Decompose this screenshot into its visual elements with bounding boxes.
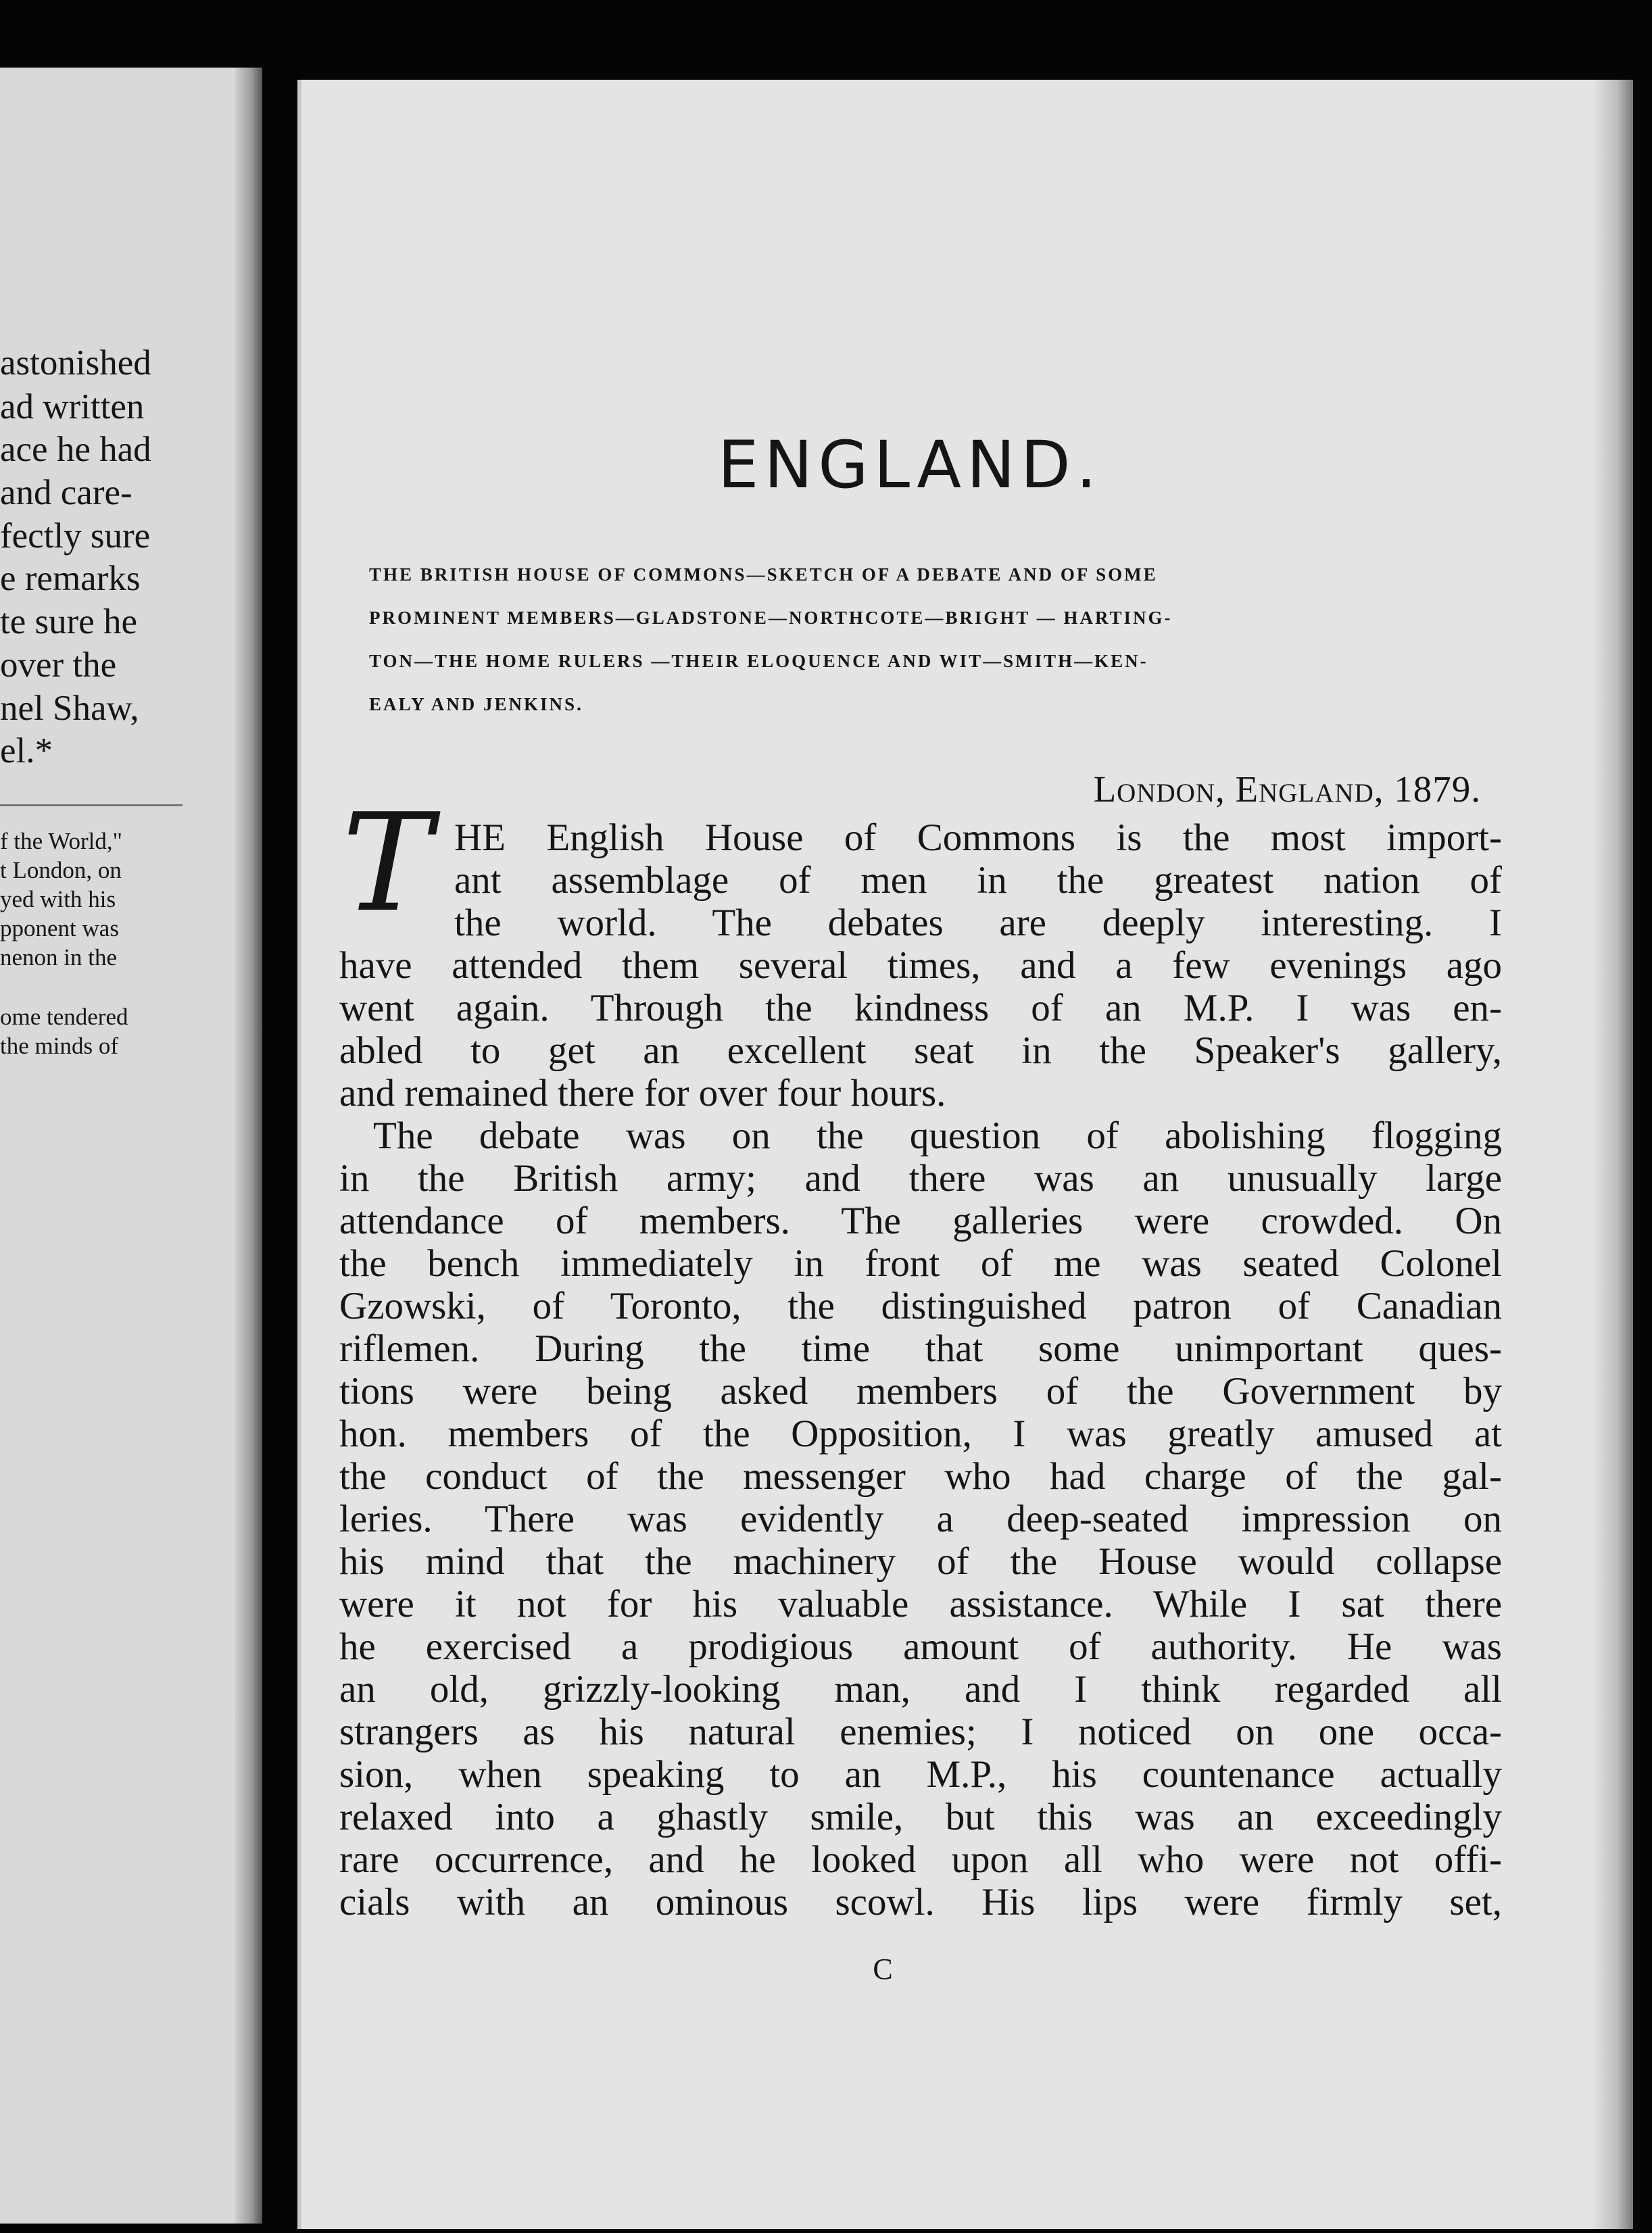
left-page-line: nel Shaw, [0, 689, 139, 728]
dateline: London, England, 1879. [1093, 768, 1481, 810]
body-line: HE English House of Commons is the most import- [454, 816, 1502, 859]
body-line: hon. members of the Opposition, I was greatly amused at [339, 1413, 1502, 1455]
left-page-footnote-line: the minds of [0, 1033, 118, 1059]
body-line: were it not for his valuable assistance. While I sat there [339, 1583, 1502, 1625]
right-page [297, 80, 1633, 2229]
body-line: leries. There was evidently a deep-seated impression on [339, 1498, 1502, 1540]
left-page-footnote-line: ome tendered [0, 1004, 128, 1030]
left-page [0, 68, 262, 2224]
chapter-title: ENGLAND. [717, 427, 1102, 503]
body-line: Gzowski, of Toronto, the distinguished patron of Canadian [339, 1285, 1502, 1327]
left-page-gutter [235, 68, 262, 2224]
body-line: he exercised a prodigious amount of authority. He was [339, 1625, 1502, 1668]
body-line: his mind that the machinery of the House would collapse [339, 1540, 1502, 1583]
left-page-line: fectly sure [0, 516, 151, 556]
left-page-line: astonished [0, 343, 151, 383]
footnote-rule [0, 804, 183, 806]
body-line: went again. Through the kindness of an M.P. I was en- [339, 987, 1502, 1029]
body-line: sion, when speaking to an M.P., his countenance actually [339, 1753, 1502, 1796]
summary-line: TON—THE HOME RULERS —THEIR ELOQUENCE AND WIT—SMITH—KEN- [369, 651, 1148, 671]
left-page-footnote-line: t London, on [0, 857, 122, 883]
signature-mark: C [873, 1953, 893, 1986]
left-page-footnote-line: yed with his [0, 886, 116, 912]
body-line: cials with an ominous scowl. His lips were firmly set, [339, 1881, 1502, 1923]
left-page-line: el.* [0, 731, 53, 770]
left-page-line: over the [0, 645, 117, 685]
drop-cap: T [342, 785, 433, 942]
summary-line: EALY AND JENKINS. [369, 694, 583, 714]
body-line: have attended them several times, and a few evenings ago [339, 944, 1502, 987]
body-line: the world. The debates are deeply interesting. I [454, 902, 1502, 944]
left-page-line: ad written [0, 387, 145, 426]
body-line: rare occurrence, and he looked upon all who were not offi- [339, 1838, 1502, 1881]
left-page-footnote-line: pponent was [0, 915, 119, 941]
summary-line: PROMINENT MEMBERS—GLADSTONE—NORTHCOTE—BRIGHT — HARTING- [369, 608, 1173, 628]
body-line: tions were being asked members of the Government by [339, 1370, 1502, 1413]
body-line: relaxed into a ghastly smile, but this was an exceedingly [339, 1796, 1502, 1838]
body-line: the bench immediately in front of me was seated Colonel [339, 1242, 1502, 1285]
left-page-footnote-line: f the World," [0, 828, 122, 854]
left-page-line: and care- [0, 473, 132, 512]
right-page-edge [1593, 80, 1633, 2229]
body-line: strangers as his natural enemies; I noticed on one occa- [339, 1711, 1502, 1753]
body-line: abled to get an excellent seat in the Speaker's gallery, [339, 1029, 1502, 1072]
left-page-footnote-line: nenon in the [0, 944, 118, 971]
body-line: the conduct of the messenger who had charge of the gal- [339, 1455, 1502, 1498]
body-line: riflemen. During the time that some unimportant ques- [339, 1327, 1502, 1370]
body-line: ant assemblage of men in the greatest nation of [454, 859, 1502, 902]
body-line: in the British army; and there was an unusually large [339, 1157, 1502, 1200]
left-page-line: ace he had [0, 430, 151, 469]
body-line: and remained there for over four hours. [339, 1072, 946, 1114]
body-line: The debate was on the question of abolishing flogging [373, 1114, 1502, 1157]
body-line: an old, grizzly-looking man, and I think regarded all [339, 1668, 1502, 1711]
left-page-line: e remarks [0, 559, 141, 598]
left-page-line: te sure he [0, 602, 138, 641]
body-line: attendance of members. The galleries were crowded. On [339, 1200, 1502, 1242]
summary-line: THE BRITISH HOUSE OF COMMONS—SKETCH OF A DEBATE AND OF SOME [369, 564, 1158, 585]
